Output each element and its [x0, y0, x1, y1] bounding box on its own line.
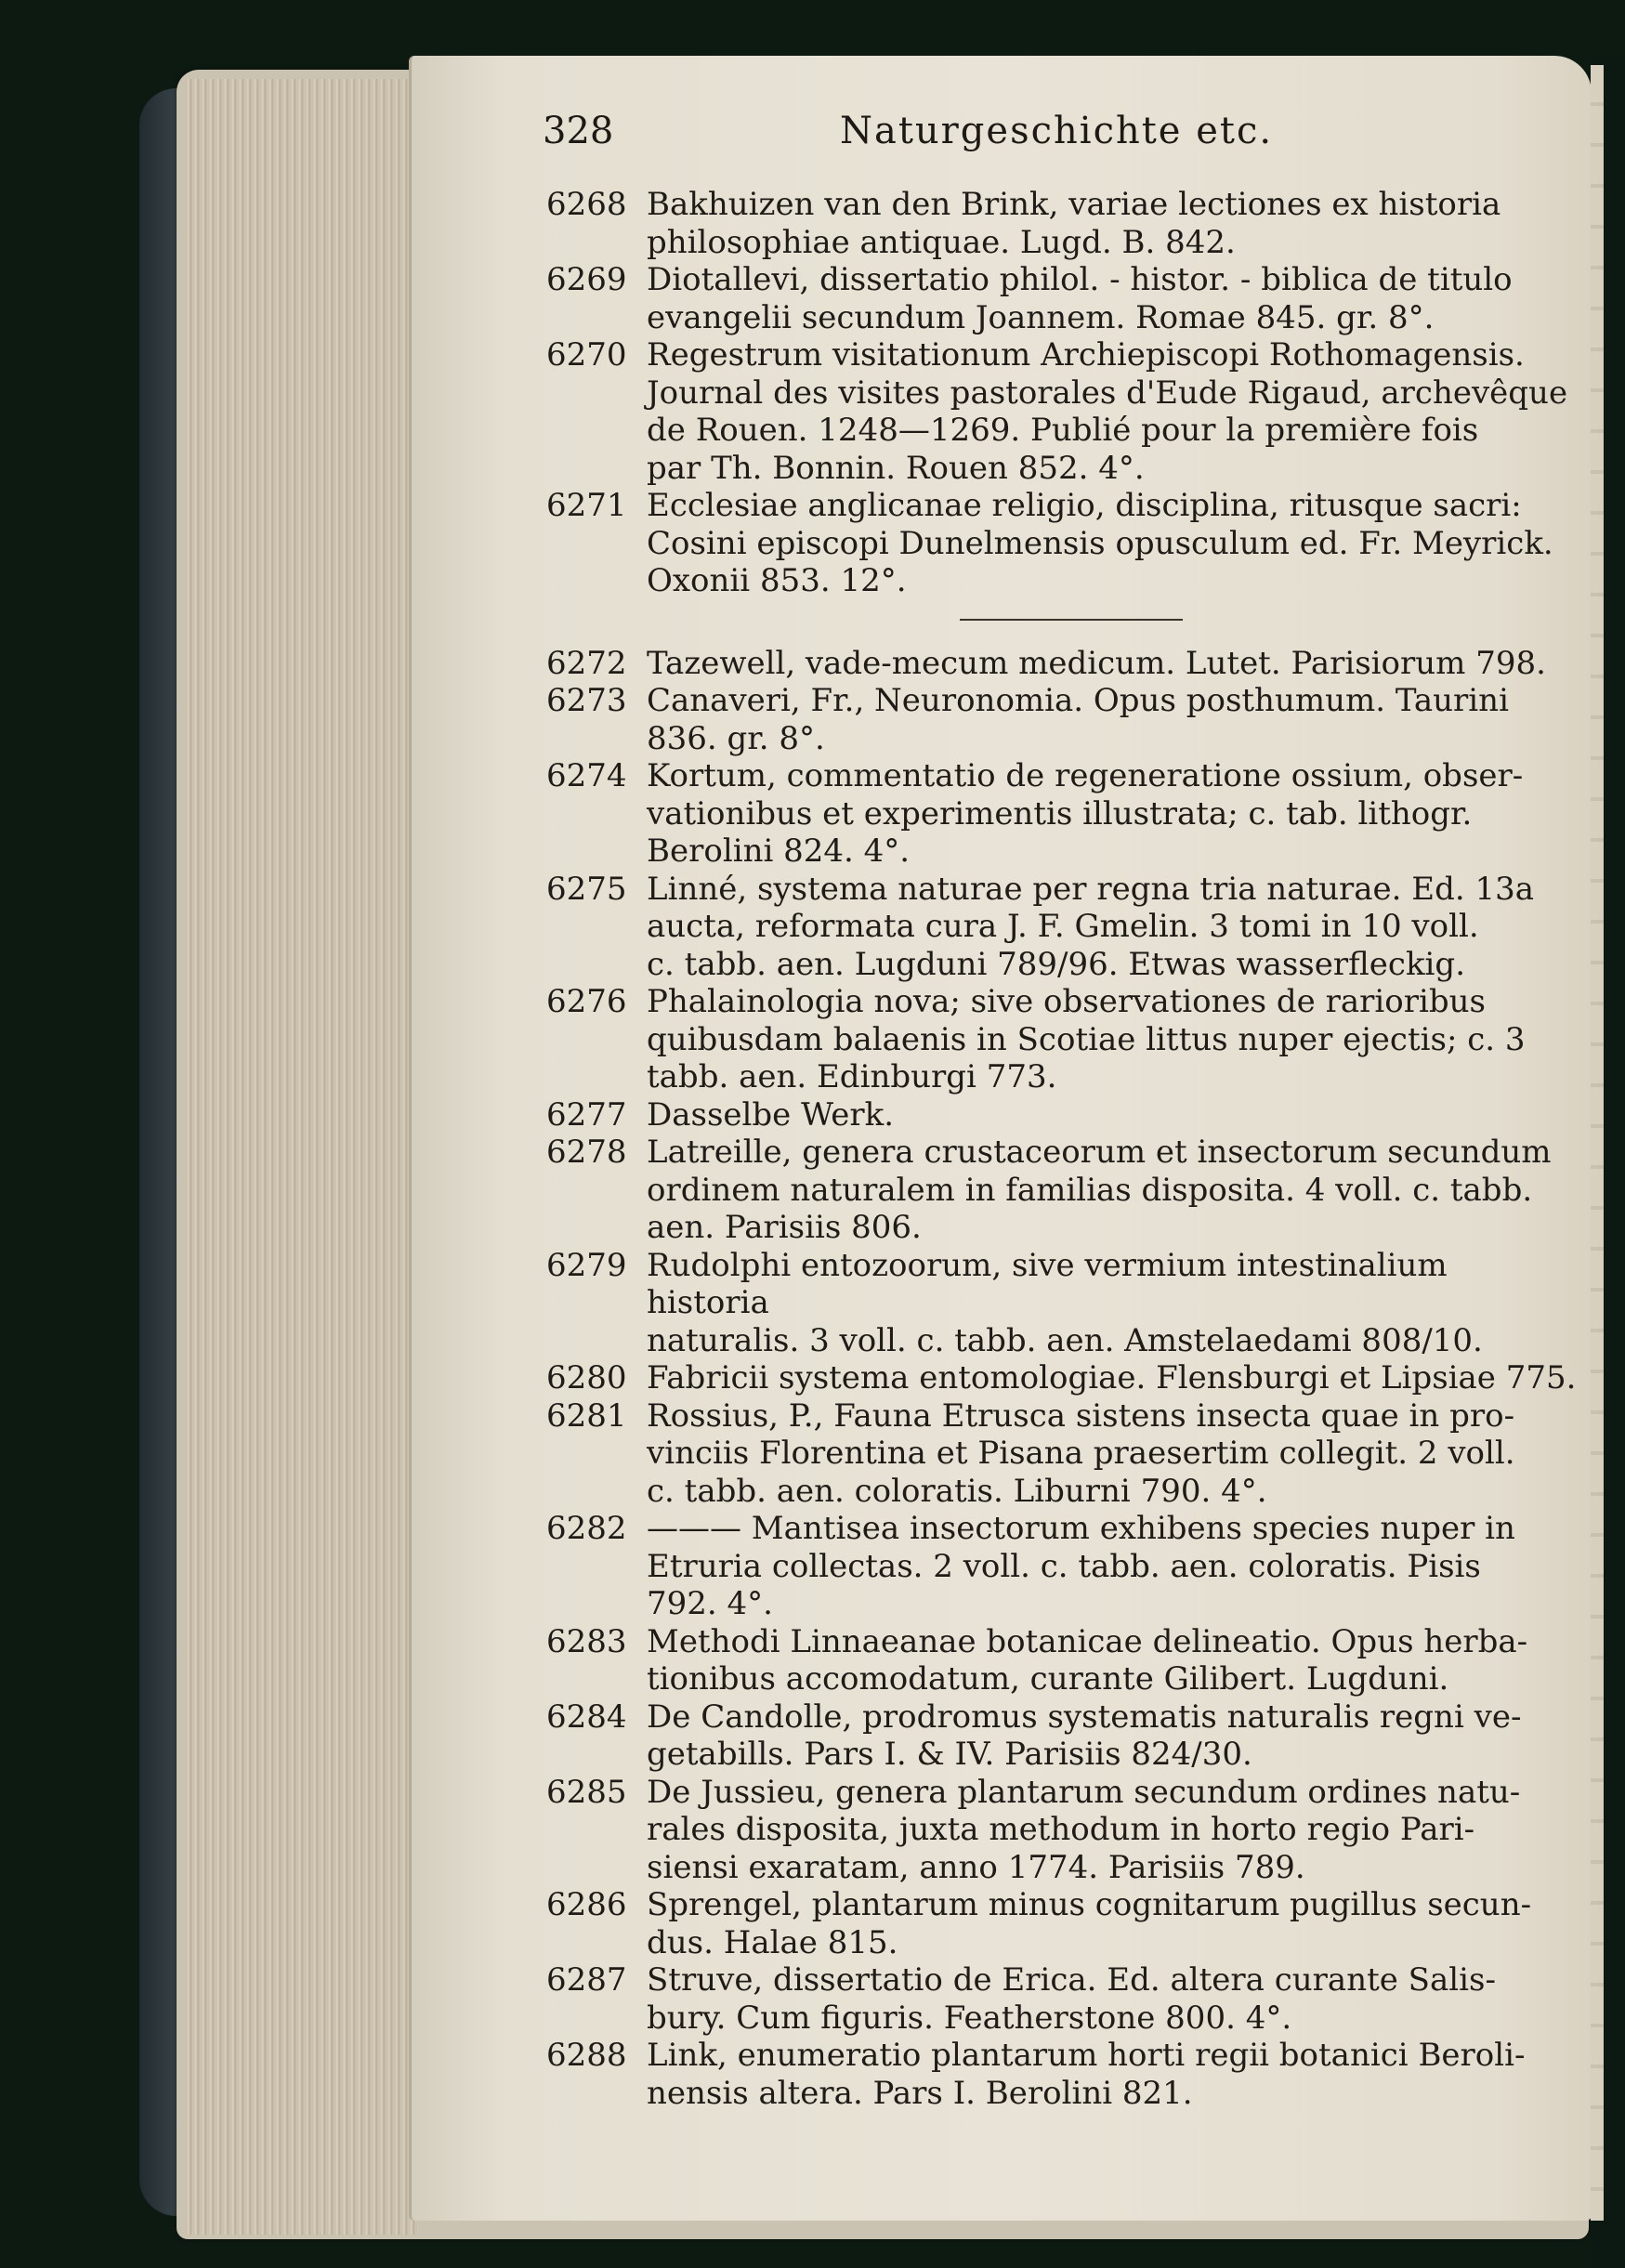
catalog-entry — [546, 983, 1578, 1096]
entry-text: Regestrum visitationum Archiepiscopi Rothomagensis. Journal des visites pastorales d'Eude Rigaud, archevêque de Rouen. 1248—1269. Publié pour la première fois par Th. Bonnin. Rouen 852. 4°. — [647, 336, 1568, 487]
page-number: 328 — [543, 110, 614, 152]
entry-number: 6273 — [546, 682, 627, 719]
entry-number: 6277 — [546, 1095, 627, 1134]
entry-text: Ecclesiae anglicanae religio, disciplina, ritusque sacri: Cosini episcopi Dunelmensis opusculum ed. Fr. Meyrick. Oxonii 853. 12°. — [647, 487, 1553, 599]
catalog-entry — [546, 336, 1578, 487]
entry-text: Latreille, genera crustaceorum et insectorum secundum ordinem naturalem in familias disposita. 4 voll. c. tabb. aen. Parisiis 806. — [647, 1134, 1552, 1246]
entry-text: Canaveri, Fr., Neuronomia. Opus posthumum. Taurini 836. gr. 8°. — [647, 682, 1509, 757]
catalog-entry — [546, 1698, 1578, 1774]
entry-number: 6279 — [546, 1246, 627, 1284]
entry-number: 6287 — [546, 1961, 627, 1999]
entry-text: Linné, systema naturae per regna tria naturae. Ed. 13a aucta, reformata cura J. F. Gmelin. 3 tomi in 10 voll. c. tabb. aen. Lugduni 789/96. Etwas wasserfleckig. — [647, 870, 1535, 983]
catalog-entry — [546, 1774, 1578, 1887]
entry-number: 6285 — [546, 1773, 627, 1811]
entry-text: Kortum, commentatio de regeneratione ossium, obser- vationibus et experimentis illustrata; c. tab. lithogr. Berolini 824. 4°. — [647, 757, 1524, 870]
entry-number: 6282 — [546, 1510, 627, 1547]
entry-text: Tazewell, vade-mecum medicum. Lutet. Parisiorum 798. — [647, 644, 1546, 682]
entry-number: 6270 — [546, 336, 627, 374]
entry-text: Diotallevi, dissertatio philol. - histor. - biblica de titulo evangelii secundum Joannem. Romae 845. gr. 8°. — [647, 261, 1513, 336]
catalog-entry — [546, 487, 1578, 600]
entry-text: Dasselbe Werk. — [647, 1095, 895, 1134]
catalog-entry — [546, 2037, 1578, 2112]
catalog-entry — [546, 645, 1578, 683]
entry-number: 6275 — [546, 870, 627, 908]
catalog-entry — [546, 1096, 1578, 1134]
entry-text: Sprengel, plantarum minus cognitarum pugillus secun- dus. Halae 815. — [647, 1886, 1532, 1961]
entry-number: 6278 — [546, 1134, 627, 1171]
entry-number: 6271 — [546, 487, 627, 524]
catalog-entry — [546, 1359, 1578, 1397]
catalog-entry — [546, 186, 1578, 261]
page-edges — [186, 79, 418, 2235]
entry-text: Bakhuizen van den Brink, variae lectiones ex historia philosophiae antiquae. Lugd. B. 842. — [647, 186, 1501, 261]
catalog-entry — [546, 682, 1578, 757]
entry-number: 6276 — [546, 983, 627, 1020]
entry-text: ——— Mantisea insectorum exhibens species nuper in Etruria collectas. 2 voll. c. tabb. aen. coloratis. Pisis 792. 4°. — [647, 1510, 1515, 1622]
entry-number: 6288 — [546, 2037, 627, 2074]
entry-number: 6286 — [546, 1886, 627, 1923]
catalog-entry — [546, 757, 1578, 871]
page-header — [543, 110, 1565, 165]
catalog-entry — [546, 1247, 1578, 1360]
catalog-entry — [546, 1623, 1578, 1698]
catalog-entries — [546, 186, 1578, 2112]
entry-text: Methodi Linnaeanae botanicae delineatio. Opus herba- tionibus accomodatum, curante Gilibert. Lugduni. — [647, 1622, 1528, 1698]
running-head: Naturgeschichte etc. — [840, 110, 1274, 152]
entry-number: 6283 — [546, 1622, 627, 1660]
entry-group-1 — [546, 186, 1578, 600]
entry-text: Rudolphi entozoorum, sive vermium intestinalium historia naturalis. 3 voll. c. tabb. aen. Amstelaedami 808/10. — [647, 1246, 1483, 1359]
catalog-entry — [546, 871, 1578, 984]
entry-text: De Candolle, prodromus systematis naturalis regni ve- getabills. Pars I. & IV. Parisiis 824/30. — [647, 1698, 1522, 1773]
entry-number: 6268 — [546, 186, 627, 223]
catalog-entry — [546, 1134, 1578, 1247]
catalog-entry — [546, 1397, 1578, 1511]
catalog-entry — [546, 1510, 1578, 1623]
entry-text: De Jussieu, genera plantarum secundum ordines natu- rales disposita, juxta methodum in horto regio Pari- siensi exaratam, anno 1774. Parisiis 789. — [647, 1773, 1521, 1886]
entry-number: 6269 — [546, 261, 627, 298]
entry-number: 6272 — [546, 644, 627, 682]
entry-text: Link, enumeratio plantarum horti regii botanici Beroli- nensis altera. Pars I. Berolini 821. — [647, 2037, 1526, 2112]
entry-number: 6281 — [546, 1396, 627, 1435]
entry-text: Struve, dissertatio de Erica. Ed. altera curante Salis- bury. Cum figuris. Featherstone 800. 4°. — [647, 1961, 1496, 2037]
facing-page-edge — [1591, 65, 1604, 2221]
catalog-entry — [546, 261, 1578, 336]
entry-text: Rossius, P., Fauna Etrusca sistens insecta quae in pro- vinciis Florentina et Pisana praesertim collegit. 2 voll. c. tabb. aen. coloratis. Liburni 790. 4°. — [647, 1396, 1515, 1510]
section-divider — [960, 619, 1183, 621]
entry-text: Fabricii systema entomologiae. Flensburgi et Lipsiae 775. — [647, 1359, 1577, 1396]
catalog-entry — [546, 1961, 1578, 2037]
entry-text: Phalainologia nova; sive observationes de rarioribus quibusdam balaenis in Scotiae littus nuper ejectis; c. 3 tabb. aen. Edinburgi 773. — [647, 983, 1526, 1095]
entry-number: 6284 — [546, 1698, 627, 1736]
catalog-entry — [546, 1886, 1578, 1961]
entry-number: 6274 — [546, 757, 627, 794]
entry-number: 6280 — [546, 1359, 627, 1396]
entry-group-2 — [546, 645, 1578, 2113]
